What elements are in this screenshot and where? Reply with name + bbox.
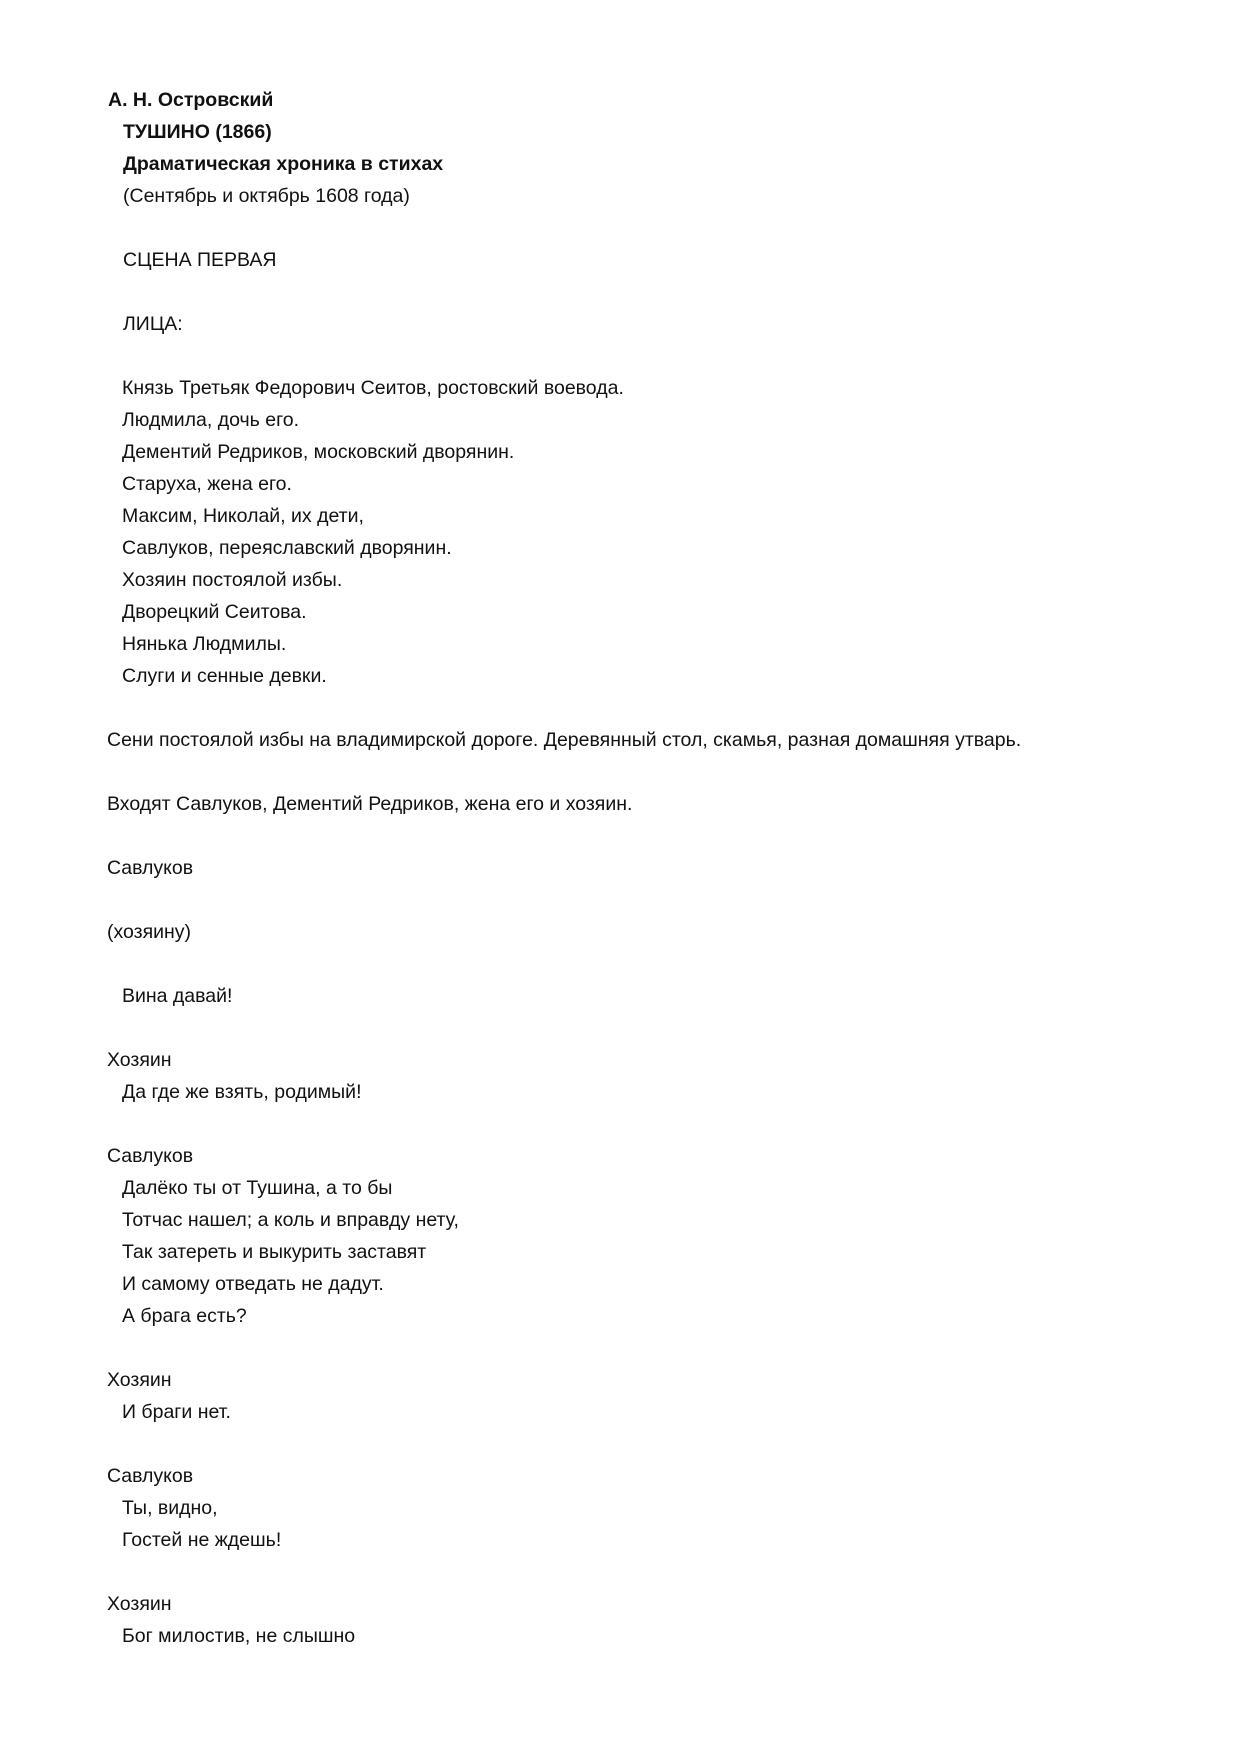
- cast-item: Слуги и сенные девки.: [122, 665, 327, 687]
- persons-label: ЛИЦА:: [123, 313, 183, 335]
- dialogue-line: Так затереть и выкурить заставят: [122, 1241, 427, 1263]
- dialogue-line: Бог милостив, не слышно: [122, 1625, 356, 1647]
- scene-heading: СЦЕНА ПЕРВАЯ: [123, 249, 277, 271]
- speaker-name: Савлуков: [107, 857, 194, 879]
- play-date: (Сентябрь и октябрь 1608 года): [123, 185, 410, 207]
- stage-setting: Сени постоялой избы на владимирской дороге. Деревянный стол, скамья, разная домашняя утварь.: [107, 729, 1022, 751]
- cast-item: Дементий Редриков, московский дворянин.: [122, 441, 515, 463]
- play-title: ТУШИНО (1866): [123, 121, 272, 143]
- dialogue-line: Тотчас нашел; а коль и вправду нету,: [122, 1209, 459, 1231]
- speaker-name: Савлуков: [107, 1145, 194, 1167]
- dialogue-line: Вина давай!: [122, 985, 233, 1007]
- cast-item: Людмила, дочь его.: [122, 409, 300, 431]
- dialogue-line: Ты, видно,: [122, 1497, 218, 1519]
- cast-item: Дворецкий Сеитова.: [122, 601, 307, 623]
- play-subtitle: Драматическая хроника в стихах: [123, 153, 444, 175]
- speaker-name: Хозяин: [107, 1049, 172, 1071]
- cast-item: Хозяин постоялой избы.: [122, 569, 343, 591]
- dialogue-line: И браги нет.: [122, 1401, 231, 1423]
- cast-item: Князь Третьяк Федорович Сеитов, ростовский воевода.: [122, 377, 624, 399]
- cast-item: Нянька Людмилы.: [122, 633, 287, 655]
- speaker-name: Хозяин: [107, 1369, 172, 1391]
- dialogue-line: Да где же взять, родимый!: [122, 1081, 362, 1103]
- dialogue-line: Далёко ты от Тушина, а то бы: [122, 1177, 393, 1199]
- speaker-name: Савлуков: [107, 1465, 194, 1487]
- cast-item: Старуха, жена его.: [122, 473, 292, 495]
- dialogue-line: А брага есть?: [122, 1305, 247, 1327]
- speaker-name: Хозяин: [107, 1593, 172, 1615]
- author-name: А. Н. Островский: [108, 89, 274, 111]
- stage-entrance: Входят Савлуков, Дементий Редриков, жена его и хозяин.: [107, 793, 633, 815]
- stage-direction: (хозяину): [107, 921, 192, 943]
- dialogue-line: Гостей не ждешь!: [122, 1529, 282, 1551]
- dialogue-line: И самому отведать не дадут.: [122, 1273, 384, 1295]
- cast-item: Савлуков, переяславский дворянин.: [122, 537, 452, 559]
- cast-item: Максим, Николай, их дети,: [122, 505, 364, 527]
